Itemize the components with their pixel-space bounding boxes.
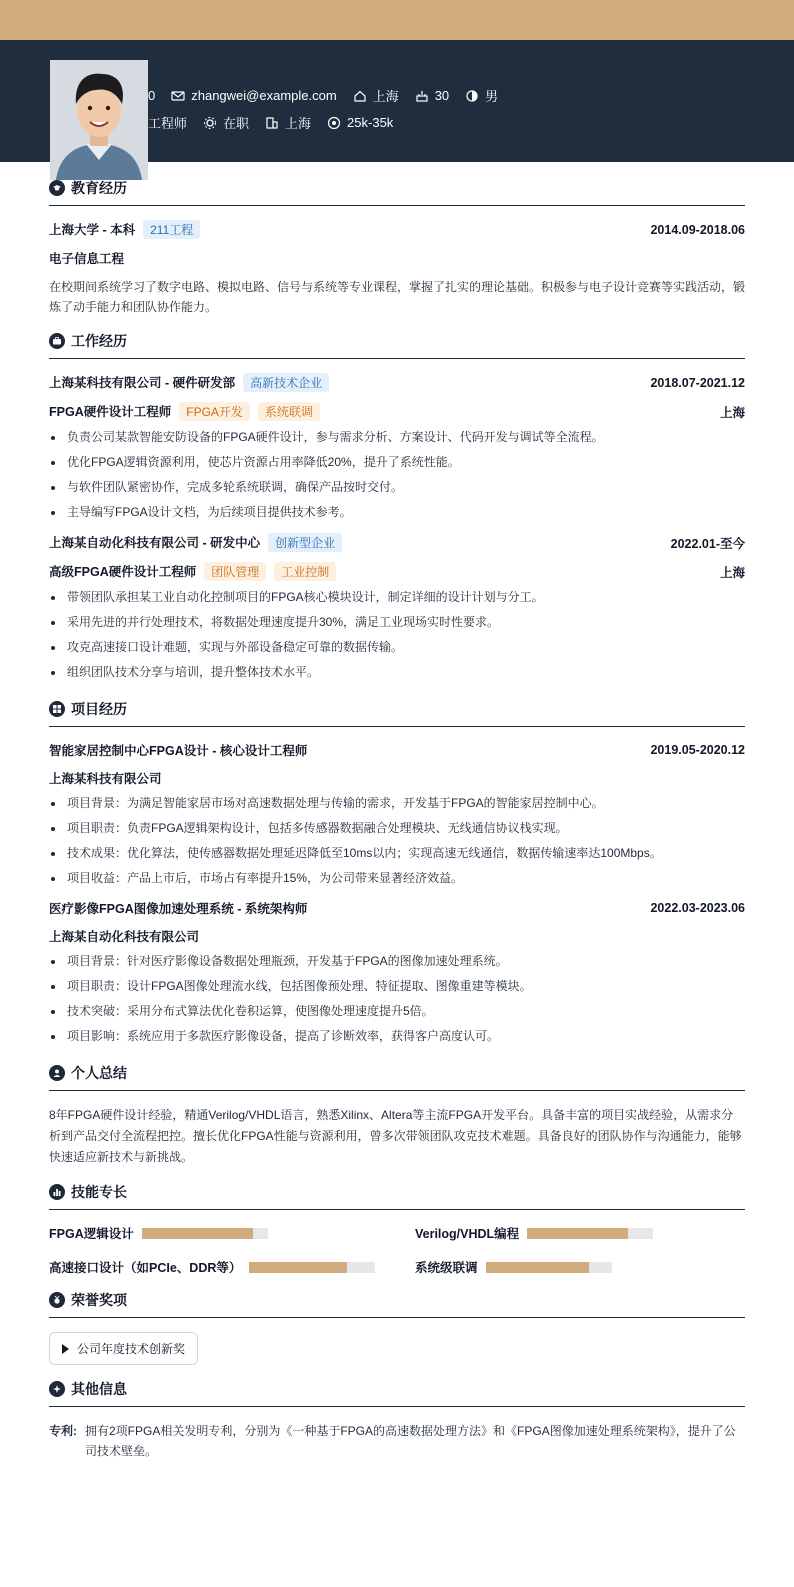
gender-value: 男 xyxy=(485,89,499,104)
skill-item xyxy=(415,1224,745,1242)
work-list xyxy=(49,373,745,685)
projects-title: 项目经历 xyxy=(71,701,127,717)
awards-section xyxy=(49,1290,745,1365)
job-location: 上海 xyxy=(719,405,745,420)
phone-item xyxy=(148,88,155,103)
grid-icon xyxy=(49,701,65,717)
bullet-item: 负责公司某款智能安防设备的FPGA硬件设计，参与需求分析、方案设计、代码开发与调试等全流程。 xyxy=(49,425,745,450)
skill-item xyxy=(49,1258,379,1276)
projects-section xyxy=(49,699,745,1049)
project-entry xyxy=(49,741,745,891)
role-name: 高级FPGA硬件设计工程师 xyxy=(49,565,197,579)
patent-text: 拥有2项FPGA相关发明专利，分别为《一种基于FPGA的高速数据处理方法》和《FPGA图像加速处理系统架构》，提升了公司技术壁垒。 xyxy=(85,1424,736,1458)
patent-row xyxy=(49,1421,745,1461)
work-section xyxy=(49,331,745,685)
salary-value: 25k-35k xyxy=(347,115,394,130)
project-entry xyxy=(49,899,745,1049)
graduation-cap-icon xyxy=(49,180,65,196)
role-name: FPGA硬件设计工程师 xyxy=(49,405,172,419)
project-company: 上海某科技有限公司 xyxy=(49,772,162,786)
email-item xyxy=(171,88,336,103)
cake-icon xyxy=(415,89,429,103)
bullet-item: 攻克高速接口设计难题，实现与外部设备稳定可靠的数据传输。 xyxy=(49,635,745,660)
skill-bar-fill xyxy=(249,1262,347,1273)
position-item xyxy=(148,113,187,132)
education-header-line xyxy=(49,220,745,239)
bullet-item: 项目收益：产品上市后，市场占有率提升15%，为公司带来显著经济效益。 xyxy=(49,866,745,891)
role-wrap xyxy=(49,562,336,581)
skills-section xyxy=(49,1182,745,1276)
other-heading xyxy=(49,1379,745,1407)
company-name: 上海某自动化科技有限公司 - 研发中心 xyxy=(49,536,261,550)
gear-icon xyxy=(203,116,217,130)
bullet-item: 带领团队承担某工业自动化控制项目的FPGA核心模块设计，制定详细的设计计划与分工。 xyxy=(49,585,745,610)
phone-value: 0 xyxy=(148,88,156,103)
skill-bar-fill xyxy=(527,1228,628,1239)
skill-item xyxy=(49,1224,379,1242)
salary-item xyxy=(327,115,393,130)
top-accent-band xyxy=(0,0,794,40)
role-tag: 团队管理 xyxy=(204,562,266,581)
bullet-item: 主导编写FPGA设计文档，为后续项目提供技术参考。 xyxy=(49,500,745,525)
major: 电子信息工程 xyxy=(49,252,125,266)
skills-grid xyxy=(49,1224,745,1276)
job-role-line xyxy=(49,402,745,421)
gender-icon xyxy=(465,89,479,103)
company-wrap xyxy=(49,373,329,392)
bar-chart-icon xyxy=(49,1184,65,1200)
job-bullets xyxy=(49,585,745,685)
bullet-item: 项目职责：设计FPGA图像处理流水线，包括图像预处理、特征提取、图像重建等模块。 xyxy=(49,974,745,999)
location-value: 上海 xyxy=(372,89,399,104)
play-icon xyxy=(62,1344,69,1354)
city-item xyxy=(265,113,311,132)
company-tag: 创新型企业 xyxy=(268,533,342,552)
project-company: 上海某自动化科技有限公司 xyxy=(49,930,200,944)
project-list xyxy=(49,741,745,1049)
mail-icon xyxy=(171,89,185,103)
position-value: 工程师 xyxy=(148,116,188,131)
location-item xyxy=(353,86,399,105)
medal-icon xyxy=(49,1292,65,1308)
school-name-wrap xyxy=(49,220,200,239)
sparkle-icon xyxy=(49,1381,65,1397)
project-name: 智能家居控制中心FPGA设计 - 核心设计工程师 xyxy=(49,744,308,758)
summary-title: 个人总结 xyxy=(71,1065,127,1081)
job-period: 2018.07-2021.12 xyxy=(650,375,745,390)
skill-name: 高速接口设计（如PCIe、DDR等） xyxy=(49,1261,242,1275)
home-icon xyxy=(353,89,367,103)
school-name: 上海大学 - 本科 xyxy=(49,223,136,237)
project-period: 2019.05-2020.12 xyxy=(650,743,745,757)
user-icon xyxy=(49,1065,65,1081)
company-name: 上海某科技有限公司 - 硬件研发部 xyxy=(49,376,236,390)
projects-heading xyxy=(49,699,745,727)
bullet-item: 项目影响：系统应用于多款医疗影像设备，提高了诊断效率，获得客户高度认可。 xyxy=(49,1024,745,1049)
city-value: 上海 xyxy=(285,116,312,131)
project-period: 2022.03-2023.06 xyxy=(650,901,745,915)
education-title: 教育经历 xyxy=(71,180,127,196)
status-value: 在职 xyxy=(223,116,250,131)
bullet-item: 技术突破：采用分布式算法优化卷积运算，使图像处理速度提升5倍。 xyxy=(49,999,745,1024)
job-location: 上海 xyxy=(719,565,745,580)
role-tag: 系统联调 xyxy=(258,402,320,421)
age-item xyxy=(415,88,449,103)
education-section xyxy=(49,178,745,317)
bullet-item: 与软件团队紧密协作，完成多轮系统联调，确保产品按时交付。 xyxy=(49,475,745,500)
age-value: 30 xyxy=(434,88,450,103)
school-tag: 211工程 xyxy=(143,220,200,239)
work-title: 工作经历 xyxy=(71,333,127,349)
project-bullets xyxy=(49,791,745,891)
contact-row xyxy=(148,86,514,105)
email-value: zhangwei@example.com xyxy=(191,88,337,103)
award-item[interactable] xyxy=(49,1332,198,1365)
skills-title: 技能专长 xyxy=(71,1184,127,1200)
bullet-item: 项目背景：为满足智能家居市场对高速数据处理与传输的需求，开发基于FPGA的智能家居控制中心。 xyxy=(49,791,745,816)
awards-title: 荣誉奖项 xyxy=(71,1292,127,1308)
patent-label: 专利: xyxy=(49,1424,77,1438)
project-name-line xyxy=(49,899,745,917)
skill-bar-fill xyxy=(486,1262,589,1273)
resume-content xyxy=(49,178,745,1475)
coin-icon xyxy=(327,116,341,130)
role-wrap xyxy=(49,402,320,421)
role-tag: 工业控制 xyxy=(274,562,336,581)
briefcase-icon xyxy=(49,333,65,349)
project-name-line xyxy=(49,741,745,759)
job-company-line xyxy=(49,373,745,392)
skill-name: FPGA逻辑设计 xyxy=(49,1227,134,1241)
bullet-item: 项目职责：负责FPGA逻辑架构设计，包括多传感器数据融合处理模块、无线通信协议栈实现。 xyxy=(49,816,745,841)
work-heading xyxy=(49,331,745,359)
job-entry xyxy=(49,533,745,685)
other-title: 其他信息 xyxy=(71,1381,127,1397)
summary-section xyxy=(49,1063,745,1168)
bullet-item: 采用先进的并行处理技术，将数据处理速度提升30%，满足工业现场实时性要求。 xyxy=(49,610,745,635)
education-period: 2014.09-2018.06 xyxy=(650,222,745,237)
gender-item xyxy=(465,86,498,105)
other-section xyxy=(49,1379,745,1461)
job-company-line xyxy=(49,533,745,552)
company-tag: 高新技术企业 xyxy=(243,373,329,392)
company-wrap xyxy=(49,533,342,552)
job-entry xyxy=(49,373,745,525)
project-name: 医疗影像FPGA图像加速处理系统 - 系统架构师 xyxy=(49,902,308,916)
status-item xyxy=(203,113,249,132)
skill-item xyxy=(415,1258,745,1276)
education-description: 在校期间系统学习了数字电路、模拟电路、信号与系统等专业课程，掌握了扎实的理论基础。积极参与电子设计竞赛等实践活动，锻炼了动手能力和团队协作能力。 xyxy=(49,280,746,314)
job-intent-row xyxy=(148,113,409,132)
skill-name: 系统级联调 xyxy=(415,1261,478,1275)
award-label: 公司年度技术创新奖 xyxy=(77,1342,186,1356)
awards-heading xyxy=(49,1290,745,1318)
avatar xyxy=(50,60,148,180)
summary-text: 8年FPGA硬件设计经验，精通Verilog/VHDL语言，熟悉Xilinx、Altera等主流FPGA开发平台。具备丰富的项目实战经验，从需求分析到产品交付全流程把控。擅长优化FPGA性能与资源利用，曾多次带领团队攻克技术难题。具备良好的团队协作与沟通能力，能够快速适应新技术与新挑战。 xyxy=(49,1108,742,1164)
bullet-item: 组织团队技术分享与培训，提升整体技术水平。 xyxy=(49,660,745,685)
skill-bar xyxy=(486,1262,612,1273)
skill-bar xyxy=(142,1228,268,1239)
role-tag: FPGA开发 xyxy=(179,402,250,421)
summary-heading xyxy=(49,1063,745,1091)
skill-bar xyxy=(527,1228,653,1239)
skill-bar xyxy=(249,1262,375,1273)
resume-header xyxy=(0,40,794,162)
project-bullets xyxy=(49,949,745,1049)
building-icon xyxy=(265,116,279,130)
skills-heading xyxy=(49,1182,745,1210)
education-heading xyxy=(49,178,745,206)
job-bullets xyxy=(49,425,745,525)
job-role-line xyxy=(49,562,745,581)
bullet-item: 优化FPGA逻辑资源利用，使芯片资源占用率降低20%，提升了系统性能。 xyxy=(49,450,745,475)
skill-bar-fill xyxy=(142,1228,253,1239)
job-period: 2022.01-至今 xyxy=(670,536,745,551)
skill-name: Verilog/VHDL编程 xyxy=(415,1227,520,1241)
bullet-item: 技术成果：优化算法，使传感器数据处理延迟降低至10ms以内；实现高速无线通信，数据传输速率达100Mbps。 xyxy=(49,841,745,866)
bullet-item: 项目背景：针对医疗影像设备数据处理瓶颈，开发基于FPGA的图像加速处理系统。 xyxy=(49,949,745,974)
